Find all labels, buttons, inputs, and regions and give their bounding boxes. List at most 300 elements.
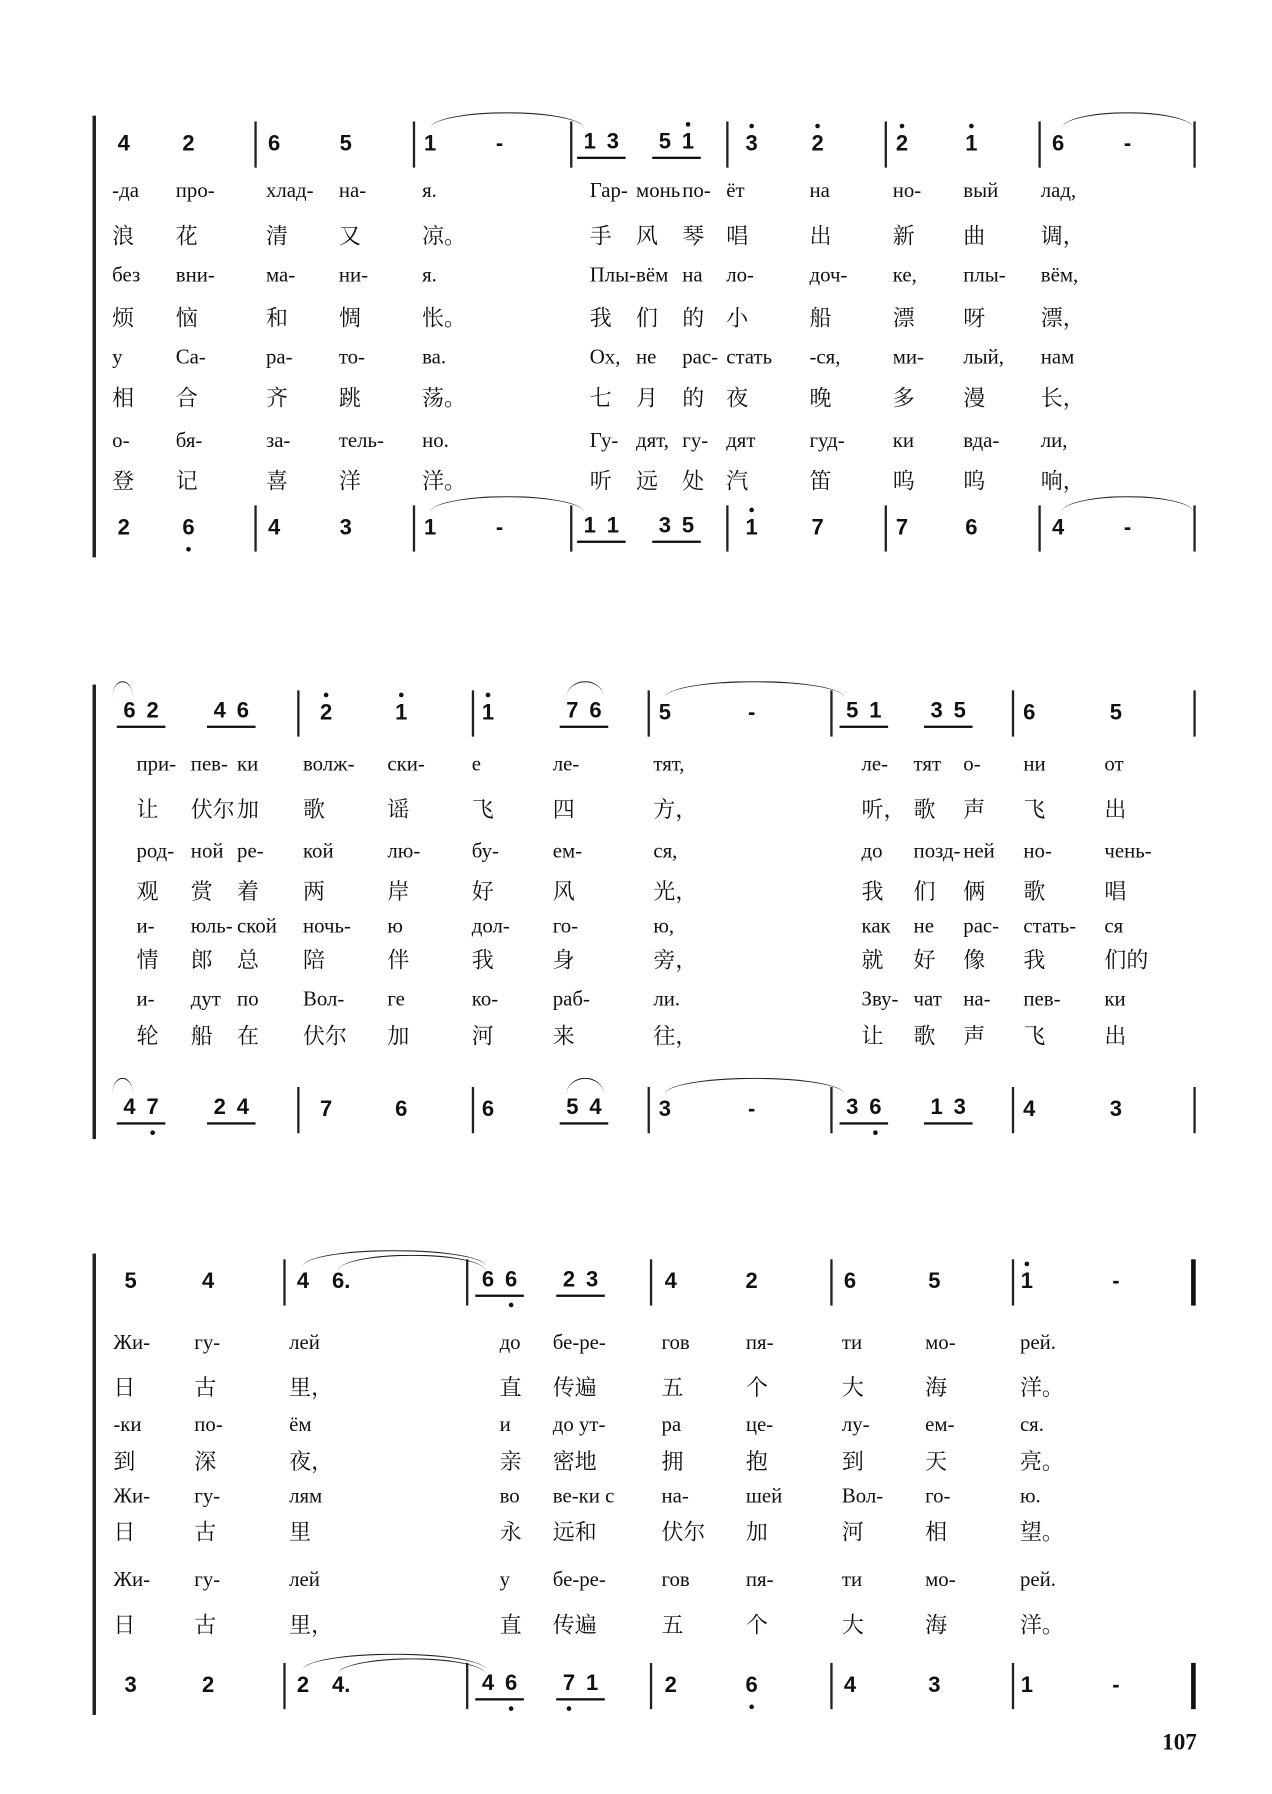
eighth-note-group xyxy=(475,1268,524,1297)
lyric-syllable: волж- xyxy=(302,752,355,776)
note xyxy=(658,514,672,539)
lyric-syllable: о- xyxy=(112,428,130,452)
lyric-syllable: 总 xyxy=(237,947,260,974)
lyric-syllable: 七 xyxy=(589,385,612,412)
lyric-syllable: до xyxy=(499,1330,521,1354)
lyric-syllable: вни- xyxy=(175,263,215,287)
lyric-syllable: 加 xyxy=(387,1023,410,1050)
barline xyxy=(830,1663,832,1709)
lyric-syllable: 风 xyxy=(552,879,575,905)
low-octave-dot xyxy=(567,1706,572,1711)
barline xyxy=(885,121,887,167)
lyric-syllable: пев- xyxy=(190,752,228,776)
note xyxy=(1020,1270,1034,1295)
high-octave-dot xyxy=(749,124,754,129)
note xyxy=(504,1672,518,1697)
high-octave-dot xyxy=(969,124,974,129)
barline xyxy=(1012,1663,1014,1709)
lyric-syllable: у xyxy=(499,1567,510,1591)
low-octave-dot xyxy=(186,547,191,552)
lower-part-beat xyxy=(840,1096,889,1125)
note xyxy=(117,132,131,157)
lyric-syllable: ски- xyxy=(387,752,425,776)
note xyxy=(1109,1673,1123,1698)
note-value: 7 xyxy=(895,515,909,541)
lyric-syllable: 古 xyxy=(194,1375,217,1401)
note-value: 3 xyxy=(658,1097,672,1122)
tie-slur xyxy=(1062,496,1194,513)
note xyxy=(394,701,408,726)
eighth-note-group xyxy=(924,699,973,728)
note-value: - xyxy=(495,515,504,541)
note xyxy=(745,1673,759,1698)
note xyxy=(930,1096,944,1121)
lyric-syllable: -ки xyxy=(113,1412,142,1436)
lyric-syllable: хлад- xyxy=(265,178,314,202)
lyric-syllable: 让 xyxy=(861,1023,884,1050)
note-value: 2 xyxy=(664,1673,677,1698)
barline xyxy=(254,121,256,167)
lyric-syllable: гу- xyxy=(194,1484,221,1508)
lyric-syllable: стать- xyxy=(1023,914,1077,938)
note-value: 5 xyxy=(124,1269,137,1295)
low-octave-dot xyxy=(873,1130,878,1135)
lyric-syllable: 相 xyxy=(112,385,135,412)
lyric-syllable: дут xyxy=(190,986,221,1011)
lyric-syllable: я. xyxy=(422,263,437,287)
note-value: 2 xyxy=(117,515,130,541)
note-value: 3 xyxy=(745,131,758,157)
lower-part-beat xyxy=(653,1097,676,1122)
lyric-syllable: 古 xyxy=(194,1612,217,1639)
note xyxy=(182,132,196,157)
lower-part-beat xyxy=(327,1673,355,1698)
barline xyxy=(830,1259,832,1305)
lyric-syllable: 传遍 xyxy=(552,1375,597,1401)
lyric-syllable: 古 xyxy=(194,1520,217,1546)
note-value: 6 xyxy=(843,1269,857,1295)
upper-part-beat xyxy=(327,1270,355,1295)
lyric-syllable: 曲 xyxy=(963,223,986,250)
lyric-syllable: мо- xyxy=(925,1567,956,1591)
lyric-syllable: 我 xyxy=(1023,947,1046,974)
note-value: 4 xyxy=(267,515,281,541)
lyric-syllable: не xyxy=(913,914,934,938)
lyric-syllable: ва. xyxy=(422,345,447,369)
note-value: 6 xyxy=(505,1267,518,1293)
system-bracket xyxy=(93,1254,103,1715)
lower-part-beat xyxy=(890,516,913,541)
lyric-syllable: при- xyxy=(136,752,177,776)
note-value: - xyxy=(747,700,756,726)
lyric-syllable: вём, xyxy=(1040,263,1079,287)
lower-part-beat xyxy=(419,516,442,541)
note xyxy=(583,130,597,155)
note xyxy=(236,1096,250,1121)
lyric-syllable: 伏尔 xyxy=(302,1023,347,1050)
lyric-syllable: за- xyxy=(265,428,291,452)
note-value: 3 xyxy=(124,1673,137,1698)
barline xyxy=(413,505,415,551)
upper-part-beat xyxy=(560,699,609,728)
lower-part-beat xyxy=(117,1096,166,1125)
note xyxy=(319,701,333,726)
high-octave-dot xyxy=(749,508,754,513)
barline xyxy=(283,1663,285,1709)
lyric-syllable: 远 xyxy=(636,468,659,495)
lyric-syllable: -ся, xyxy=(809,345,841,369)
barline xyxy=(1012,1087,1014,1133)
barline xyxy=(1012,690,1014,736)
lyric-syllable: 个 xyxy=(745,1375,768,1401)
note-value: 5 xyxy=(1109,700,1123,726)
note xyxy=(1051,516,1065,541)
tie-slur xyxy=(430,112,584,129)
lower-part-beat xyxy=(263,516,286,541)
lyric-syllable: го- xyxy=(925,1484,951,1508)
barline xyxy=(283,1259,285,1305)
note xyxy=(1109,1270,1123,1295)
lyric-syllable: 漂 xyxy=(892,305,915,332)
lyric-syllable: род- xyxy=(136,838,175,863)
tie-slur xyxy=(112,1078,133,1095)
note-value: 4 xyxy=(1023,1097,1036,1122)
note-value: 2 xyxy=(146,699,159,724)
lyric-syllable: лад, xyxy=(1040,178,1077,202)
lyric-syllable: Плы- xyxy=(589,263,637,287)
lower-part-beat xyxy=(315,1097,338,1122)
lyric-syllable: 岸 xyxy=(387,879,410,905)
note-value: 4 xyxy=(123,1095,136,1120)
lyric-syllable: бе-ре- xyxy=(552,1567,606,1591)
note xyxy=(423,132,437,157)
lyric-syllable: 声 xyxy=(963,797,986,823)
barline xyxy=(1012,1259,1014,1305)
lyric-syllable: тель- xyxy=(338,428,384,452)
note xyxy=(201,1270,215,1295)
note xyxy=(146,699,160,724)
lyric-syllable: ти xyxy=(841,1330,863,1354)
note xyxy=(319,1097,333,1122)
lyric-syllable: 直 xyxy=(499,1375,522,1401)
note xyxy=(681,130,695,155)
lyric-syllable: ле- xyxy=(861,752,889,776)
eighth-note-group xyxy=(652,130,701,159)
lyric-syllable: 船 xyxy=(809,305,832,332)
lyric-syllable: 喜 xyxy=(265,468,288,495)
lower-part-beat xyxy=(475,1672,524,1701)
lyric-syllable: 情 xyxy=(136,947,159,974)
barline xyxy=(726,121,728,167)
note-value: 1 xyxy=(424,131,437,157)
lyric-syllable: 四 xyxy=(552,797,575,823)
lyric-syllable: Вол- xyxy=(841,1484,884,1508)
note-value: 3 xyxy=(585,1267,599,1293)
lower-part-beat xyxy=(560,1096,609,1125)
lyric-syllable: 日 xyxy=(113,1520,136,1546)
note-value: 1 xyxy=(606,514,619,539)
note xyxy=(296,1673,310,1698)
lyric-syllable: 我 xyxy=(589,305,612,332)
lyric-syllable: 洋。 xyxy=(422,468,467,495)
note-value: 6 xyxy=(182,515,195,541)
lyric-syllable: 荡。 xyxy=(422,385,467,412)
lower-part-beat xyxy=(390,1097,413,1122)
note xyxy=(1020,1673,1034,1698)
lyric-syllable: рей. xyxy=(1019,1330,1056,1354)
note xyxy=(664,1673,678,1698)
note xyxy=(811,132,825,157)
note-value: - xyxy=(747,1097,756,1122)
upper-part-beat xyxy=(653,701,676,726)
barline xyxy=(254,505,256,551)
note-value: - xyxy=(1123,515,1132,541)
lyric-syllable: 齐 xyxy=(265,385,288,412)
note xyxy=(681,514,695,539)
eighth-note-group xyxy=(560,699,609,728)
note-value: 1 xyxy=(585,1671,599,1696)
note-value: 5 xyxy=(928,1269,941,1295)
lyric-syllable: 歌 xyxy=(302,797,325,823)
lyric-syllable: 就 xyxy=(861,947,884,974)
lyric-syllable: гу- xyxy=(682,428,709,452)
lyric-syllable: 光， xyxy=(653,879,698,905)
note-value: 1 xyxy=(424,515,437,541)
note xyxy=(583,514,597,539)
upper-part-beat xyxy=(840,699,889,728)
lyric-syllable: 飞 xyxy=(1023,1023,1046,1050)
lower-part-beat xyxy=(207,1096,256,1125)
lyric-syllable: доч- xyxy=(809,263,848,287)
lyric-syllable: 亮。 xyxy=(1019,1449,1064,1475)
note xyxy=(811,516,825,541)
lyric-syllable: 调， xyxy=(1040,223,1085,250)
upper-part-beat xyxy=(263,132,286,157)
lyric-syllable: 拥 xyxy=(661,1449,684,1475)
lyric-syllable: 伏尔 xyxy=(190,797,235,823)
lyric-syllable: 登 xyxy=(112,468,135,495)
lyric-syllable: 月 xyxy=(636,385,659,412)
note-value: 6 xyxy=(481,1097,495,1122)
note xyxy=(845,699,859,724)
lyric-syllable: е xyxy=(471,752,482,776)
note-value: 6 xyxy=(745,1673,758,1698)
lyric-syllable: на xyxy=(809,178,830,202)
lower-part-beat xyxy=(197,1673,220,1698)
low-octave-dot xyxy=(749,1705,754,1710)
lyric-syllable: 洋 xyxy=(338,468,361,495)
high-octave-dot xyxy=(1025,1262,1030,1267)
note-value: 4 xyxy=(117,131,130,157)
lyric-syllable: 俩 xyxy=(963,879,986,905)
note-value: 6 xyxy=(869,1095,882,1120)
note xyxy=(964,516,978,541)
lower-part-beat xyxy=(476,1097,499,1122)
upper-part-beat xyxy=(117,699,166,728)
upper-part-beat xyxy=(419,132,442,157)
lyric-syllable: ю, xyxy=(653,914,675,938)
note xyxy=(117,516,131,541)
lyric-syllable: 处 xyxy=(682,468,705,495)
barline xyxy=(1193,121,1195,167)
note-value: 3 xyxy=(606,130,619,155)
note-value: 1 xyxy=(681,130,695,155)
barline xyxy=(1193,1087,1195,1133)
lyric-syllable: лям xyxy=(289,1484,323,1508)
upper-part-beat xyxy=(1047,132,1070,157)
lyric-syllable: 长， xyxy=(1040,385,1085,412)
lyric-syllable: про- xyxy=(175,178,215,202)
lyric-syllable: дят, xyxy=(636,428,669,452)
lyric-syllable: ло- xyxy=(726,263,754,287)
note-value: 3 xyxy=(930,699,943,724)
lyric-syllable: ре- xyxy=(237,838,264,863)
eighth-note-group xyxy=(556,1672,605,1701)
lyric-syllable: ра- xyxy=(265,345,293,369)
note-value: 6 xyxy=(505,1671,518,1696)
note xyxy=(745,701,759,726)
lyric-syllable: вём xyxy=(636,263,669,287)
lyric-syllable: ся, xyxy=(653,838,678,863)
note-value: - xyxy=(1112,1269,1120,1295)
note-value: 7 xyxy=(319,1097,333,1122)
lyric-syllable: 笛 xyxy=(809,468,832,495)
lyric-syllable: 个 xyxy=(745,1612,768,1639)
lower-part-beat xyxy=(1104,1097,1127,1122)
lyric-syllable: но. xyxy=(422,428,449,452)
eighth-note-group xyxy=(840,1096,889,1125)
lower-part-beat xyxy=(177,516,200,541)
lyric-syllable: тят xyxy=(913,752,942,776)
lyric-syllable: 日 xyxy=(113,1375,136,1401)
note-value: 1 xyxy=(583,130,596,155)
lyric-syllable: 轮 xyxy=(136,1023,159,1050)
lyric-syllable: 两 xyxy=(302,879,325,905)
eighth-note-group xyxy=(577,130,626,159)
note xyxy=(589,1096,603,1121)
lyric-syllable: пев- xyxy=(1023,986,1061,1011)
note xyxy=(1109,1097,1123,1122)
lyric-syllable: 到 xyxy=(113,1449,136,1475)
high-octave-dot xyxy=(399,693,404,698)
eighth-note-group xyxy=(652,514,701,543)
note-value: 1 xyxy=(745,515,758,541)
note xyxy=(123,699,137,724)
system-bracket xyxy=(93,685,103,1139)
lyric-syllable: 来 xyxy=(552,1023,575,1050)
high-octave-dot xyxy=(324,693,329,698)
upper-part-beat xyxy=(924,699,973,728)
lower-part-beat xyxy=(1047,516,1070,541)
lyric-syllable: пя- xyxy=(745,1330,774,1354)
lyric-syllable: 永 xyxy=(499,1520,522,1546)
upper-part-beat xyxy=(1018,701,1041,726)
lyric-syllable: 河 xyxy=(841,1520,864,1546)
note xyxy=(339,516,353,541)
lyric-syllable: 和 xyxy=(265,305,288,332)
lyric-syllable: ми- xyxy=(892,345,924,369)
lyric-syllable: лей xyxy=(289,1567,320,1591)
note xyxy=(585,1268,599,1293)
upper-part-beat xyxy=(119,1270,142,1295)
lower-part-beat xyxy=(112,516,135,541)
lyric-syllable: 传遍 xyxy=(552,1612,597,1639)
lyric-syllable: 密地 xyxy=(552,1449,597,1475)
note xyxy=(332,1270,350,1295)
lyric-syllable: 跳 xyxy=(338,385,361,412)
upper-part-beat xyxy=(960,132,983,157)
note-value: 7 xyxy=(566,699,579,724)
eighth-note-group xyxy=(207,699,256,728)
eighth-note-group xyxy=(207,1096,256,1125)
lyric-syllable: лей xyxy=(289,1330,320,1354)
lyric-syllable: Вол- xyxy=(302,986,345,1011)
lyric-syllable: ём xyxy=(289,1412,312,1436)
lower-part-beat xyxy=(1104,1673,1127,1698)
lower-part-beat xyxy=(838,1673,861,1698)
lyric-syllable: 汽 xyxy=(726,468,749,495)
note-value: 6 xyxy=(1023,700,1036,726)
lyric-syllable: 呜 xyxy=(892,468,915,495)
lyric-syllable: раб- xyxy=(552,986,590,1011)
lyric-syllable: 大 xyxy=(841,1375,864,1401)
upper-part-beat xyxy=(740,132,763,157)
lyric-syllable: 呜 xyxy=(963,468,986,495)
note xyxy=(585,1672,599,1697)
lyric-syllable: ке, xyxy=(892,263,917,287)
eighth-note-group xyxy=(475,1672,524,1701)
lyric-syllable: 新 xyxy=(892,223,915,250)
note xyxy=(146,1096,160,1121)
lyric-syllable: у xyxy=(112,345,123,369)
note xyxy=(1022,1097,1036,1122)
note xyxy=(606,130,620,155)
note-value: 6 xyxy=(481,1267,495,1293)
tie-slur xyxy=(665,681,844,698)
lyric-syllable: рей. xyxy=(1019,1567,1056,1591)
lyric-syllable: 小 xyxy=(726,305,749,332)
note xyxy=(843,1673,857,1698)
eighth-note-group xyxy=(556,1268,605,1297)
note xyxy=(493,132,507,157)
lyric-syllable: дят xyxy=(726,428,756,452)
lyric-syllable: 抱 xyxy=(745,1449,768,1475)
lower-part-beat xyxy=(1116,516,1139,541)
note-value: 7 xyxy=(146,1095,159,1120)
lyric-syllable: монь xyxy=(636,178,681,202)
note xyxy=(658,1097,672,1122)
note-value: 1 xyxy=(930,1095,943,1120)
high-octave-dot xyxy=(815,124,820,129)
lyric-syllable: 又 xyxy=(338,223,361,250)
lyric-syllable: 在 xyxy=(237,1023,260,1050)
lyric-syllable: 洋。 xyxy=(1019,1612,1064,1639)
note xyxy=(927,1270,941,1295)
lyric-syllable: ки xyxy=(892,428,915,452)
lyric-syllable: 相 xyxy=(925,1520,948,1546)
lyric-syllable: как xyxy=(861,914,891,938)
note-value: 4 xyxy=(843,1673,857,1698)
lyric-syllable: гу- xyxy=(194,1567,221,1591)
note-value: 2 xyxy=(296,1673,310,1698)
note xyxy=(845,1096,859,1121)
barline xyxy=(472,690,474,736)
note xyxy=(964,132,978,157)
barline xyxy=(885,505,887,551)
lyric-syllable: -да xyxy=(112,178,139,202)
lower-part-beat xyxy=(923,1673,946,1698)
note-value: 4 xyxy=(213,699,226,724)
